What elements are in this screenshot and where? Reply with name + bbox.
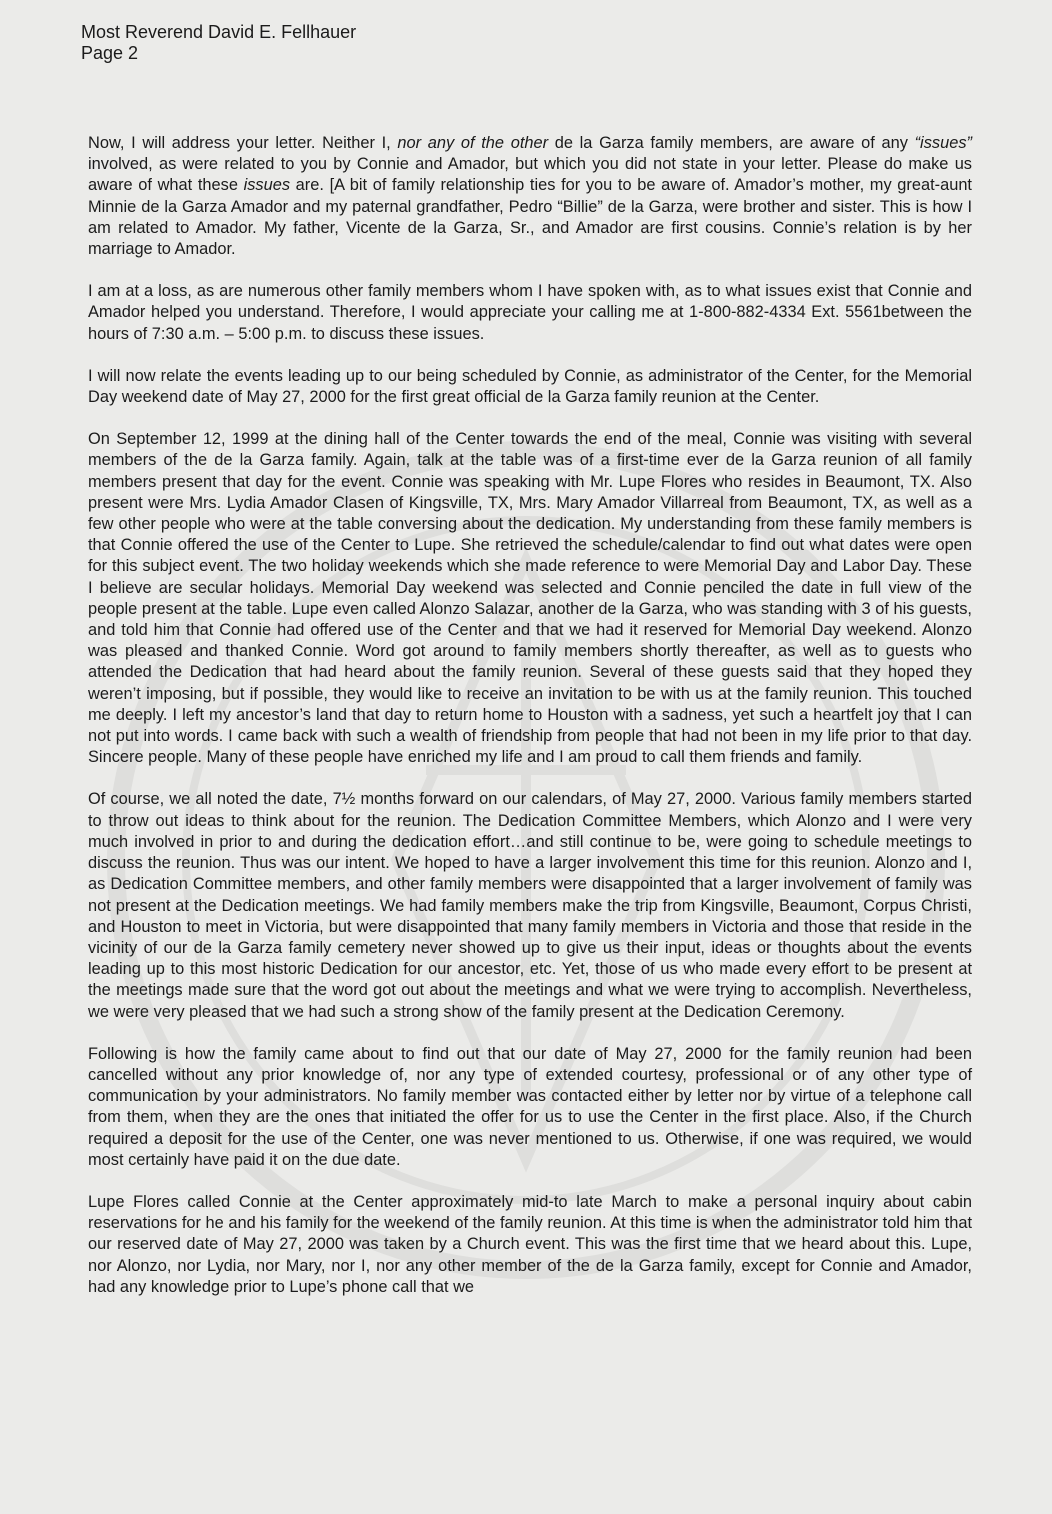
emphasis-text: nor any of the other	[397, 134, 549, 152]
text-run: involved, as were related to you by Connie and Amador, but which you did not state in your letter. Please do make us aware of what these	[88, 155, 972, 195]
emphasis-text: issues	[243, 176, 291, 195]
paragraph-loss: I am at a loss, as are numerous other family members whom I have spoken with, as to what issues exist that Connie and Amador helped you understand. Therefore, I would appreciate your calling me at 1-800-882-4334 Ext. 5561between the hours of 7:30 a.m. – 5:00 p.m. to discuss these issues.	[88, 282, 972, 343]
text-run: de la Garza family members, are aware of any	[548, 134, 915, 152]
paragraph-cancellation: Following is how the family came about to find out that our date of May 27, 2000 for the family reunion had been cancelled without any prior knowledge of, nor any type of extended courtesy, professional or of any other type of communication by your administrators. No family member was contacted either by letter nor by virtue of a telephone call from them, when they are the ones that initiated the offer for us to use the Center in the first place. Also, if the Church required a deposit for the use of the Center, one was never mentioned to us. Otherwise, if one was required, we would most certainly have paid it on the due date.	[88, 1044, 972, 1169]
paragraph-lupe-call: Lupe Flores called Connie at the Center approximately mid-to late March to make a personal inquiry about cabin reservations for he and his family for the weekend of the family reunion. At this time is when the administrator told him that our reserved date of May 27, 2000 was taken by a Church event. This was the first time that we heard about this. Lupe, nor Alonzo, nor Lydia, nor Mary, nor I, nor any other member of the de la Garza family, except for Connie and Amador, had any knowledge prior to Lupe’s phone call that we	[88, 1192, 972, 1296]
text-run: Now, I will address your letter. Neither I,	[88, 134, 398, 152]
emphasis-text: “issues”	[914, 134, 972, 152]
paragraph-letter-response	[88, 133, 972, 260]
paragraph-september: On September 12, 1999 at the dining hall of the Center towards the end of the meal, Connie was visiting with several members of the de la Garza family. Again, talk at the table was of a first-time ever de la Garza reunion of all family members present that day for the event. Connie was speaking with Mr. Lupe Flores who resides in Beaumont, TX. Also present were Mrs. Lydia Amador Clasen of Kingsville, TX, Mrs. Mary Amador Villarreal from Beaumont, TX, as well as a few other people who were at the table conversing about the dedication. My understanding from these family members is that Connie offered the use of the Center to Lupe. She retrieved the schedule/calendar to find out what dates were open for this subject event. The two holiday weekends which she made reference to were Memorial Day and Labor Day. These I believe are secular holidays. Memorial Day weekend was selected and Connie penciled the date in full view of the people present at the table. Lupe even called Alonzo Salazar, another de la Garza, who was standing with 3 of his guests, and told him that Connie had offered use of the Center and that we had it reserved for Memorial Day weekend. Alonzo was pleased and thanked Connie. Word got around to family members shortly thereafter, as well as to guests who attended the Dedication that had heard about the family reunion. Several of these guests said that they hoped they weren’t imposing, but if possible, they would like to receive an invitation to be with us at the family reunion. This touched me deeply. I left my ancestor’s land that day to return home to Houston with a sadness, yet such a heartfelt joy that I can not put into words. I came back with such a wealth of friendship from people that had not been in my life prior to that day. Sincere people. Many of these people have enriched my life and I am proud to call them friends and family.	[88, 430, 972, 767]
paragraph-events: I will now relate the events leading up to our being scheduled by Connie, as administrator of the Center, for the Memorial Day weekend date of May 27, 2000 for the first great official de la Garza family reunion at the Center.	[88, 366, 972, 407]
paragraph-calendar: Of course, we all noted the date, 7½ months forward on our calendars, of May 27, 2000. Various family members started to throw out ideas to think about for the reunion. The Dedication Committee Members, which Alonzo and I were very much involved in prior to and during the dedication effort…and still continue to be, were going to schedule meetings to discuss the reunion. Thus was our intent. We hoped to have a larger involvement this time for this reunion. Alonzo and I, as Dedication Committee members, and other family members were disappointed that a larger involvement of family was not present at the Dedication meetings. We had family members make the trip from Kingsville, Beaumont, Corpus Christi, and Houston to meet in Victoria, but were disappointed that many family members in Victoria and those that reside in the vicinity of our de la Garza family cemetery never showed up to give us their input, ideas or thoughts about the events leading up to this most historic Dedication for our ancestor, etc. Yet, those of us who made every effort to be present at the meetings made sure that the word got out about the meetings and what we were trying to accomplish. Nevertheless, we were very pleased that we had such a strong show of the family present at the Dedication Ceremony.	[88, 790, 972, 1021]
page-number: Page 2	[81, 43, 139, 63]
letter-header	[81, 22, 356, 64]
letter-body	[88, 133, 972, 1298]
text-run: are. [A bit of family relationship ties for you to be aware of. Amador’s mother, my great-aunt Minnie de la Garza Amador and my paternal grandfather, Pedro “Billie” de la Garza, were brother and sister. This is how I am related to Amador. My father, Vicente de la Garza, Sr., and Amador are first cousins. Connie’s relation is by her marriage to Amador.	[88, 176, 972, 259]
recipient-name: Most Reverend David E. Fellhauer	[81, 22, 357, 42]
